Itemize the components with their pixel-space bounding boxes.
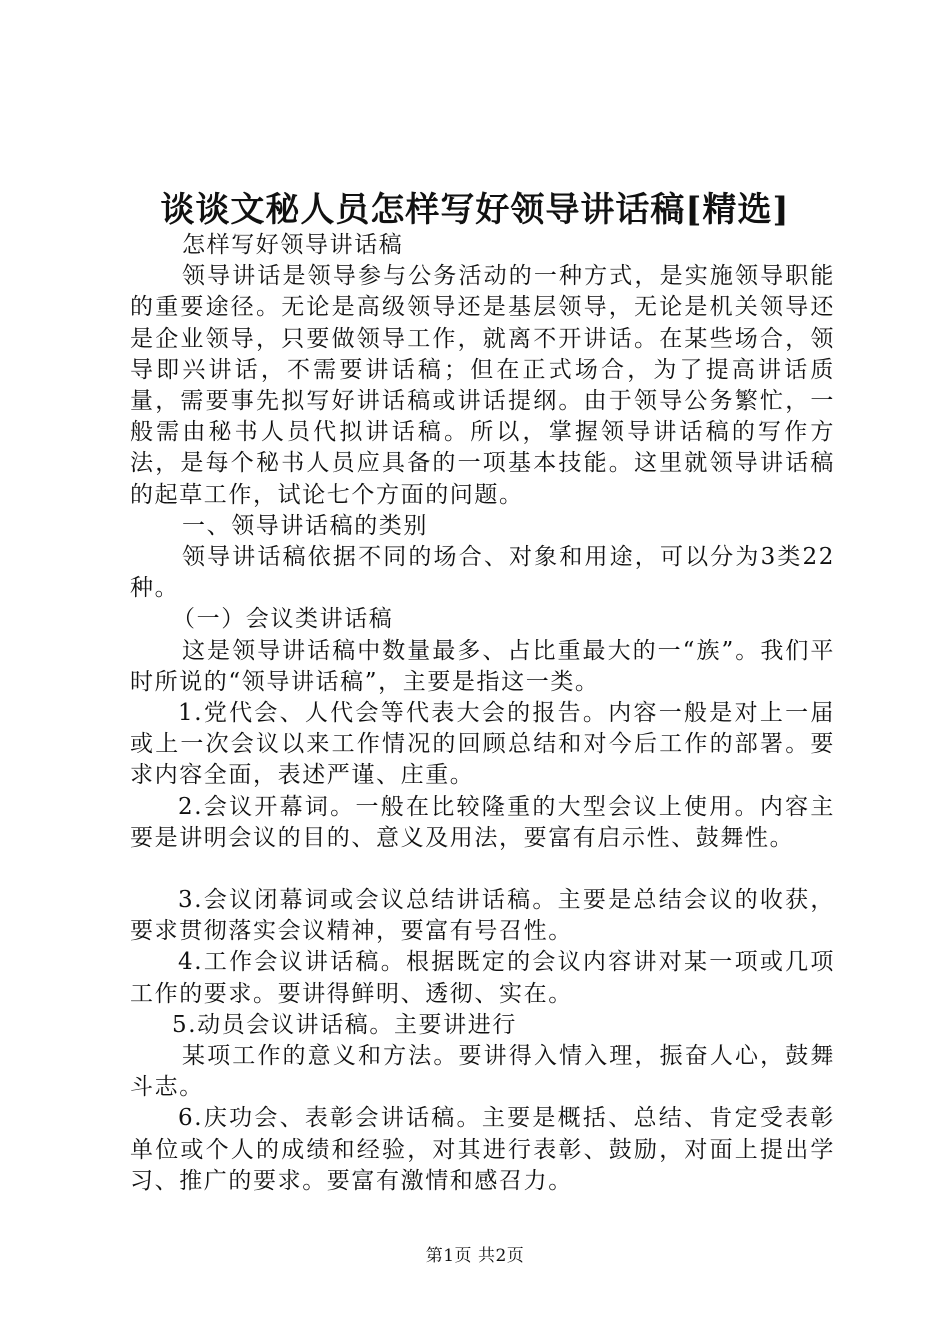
subsection-heading: （一）会议类讲话稿 [172, 606, 394, 633]
list-item: 1.党代会、人代会等代表大会的报告。内容一般是对上一届或上一次会议以来工作情况的回顾总结和对今后工作的部署。要求内容全面，表述严谨、庄重。 [130, 700, 835, 789]
list-item: 4.工作会议讲话稿。根据既定的会议内容讲对某一项或几项工作的要求。要讲得鲜明、透彻、实在。 [130, 949, 835, 1007]
list-item: 6.庆功会、表彰会讲话稿。主要是概括、总结、肯定受表彰单位或个人的成绩和经验，对其进行表彰、鼓励，对面上提出学习、推广的要求。要富有激情和感召力。 [130, 1105, 835, 1194]
list-item: 5.动员会议讲话稿。主要讲进行 [172, 1011, 517, 1038]
subtitle-paragraph: 怎样写好领导讲话稿 [182, 232, 404, 258]
intro-paragraph: 领导讲话是领导参与公务活动的一种方式，是实施领导职能的重要途径。无论是高级领导还是基层领导，无论是机关领导还是企业领导，只要做领导工作，就离不开讲话。在某些场合，领导即兴讲话，不需要讲话稿；但在正式场合，为了提高讲话质量，需要事先拟写好讲话稿或讲话提纲。由于领导公务繁忙，一般需由秘书人员代拟讲话稿。所以，掌握领导讲话稿的写作方法，是每个秘书人员应具备的一项基本技能。这里就领导讲话稿的起草工作，试论七个方面的问题。 [130, 263, 835, 508]
section-heading: 一、领导讲话稿的类别 [182, 512, 428, 539]
body-paragraph: 某项工作的意义和方法。要讲得入情入理，振奋人心，鼓舞斗志。 [130, 1043, 835, 1101]
body-paragraph: 这是领导讲话稿中数量最多、占比重最大的一“族”。我们平时所说的“领导讲话稿”，主要是指这一类。 [130, 637, 835, 695]
document-body [130, 230, 835, 1197]
document-title: 谈谈文秘人员怎样写好领导讲话稿[精选] [160, 190, 790, 230]
list-item: 2.会议开幕词。一般在比较隆重的大型会议上使用。内容主要是讲明会议的目的、意义及用法，要富有启示性、鼓舞性。 [130, 793, 835, 851]
blank-line [130, 854, 835, 885]
body-paragraph: 领导讲话稿依据不同的场合、对象和用途，可以分为3类22种。 [130, 544, 835, 602]
page-footer: 第1页 共2页 [425, 1246, 525, 1266]
list-item: 3.会议闭幕词或会议总结讲话稿。主要是总结会议的收获，要求贯彻落实会议精神，要富有号召性。 [130, 887, 835, 945]
